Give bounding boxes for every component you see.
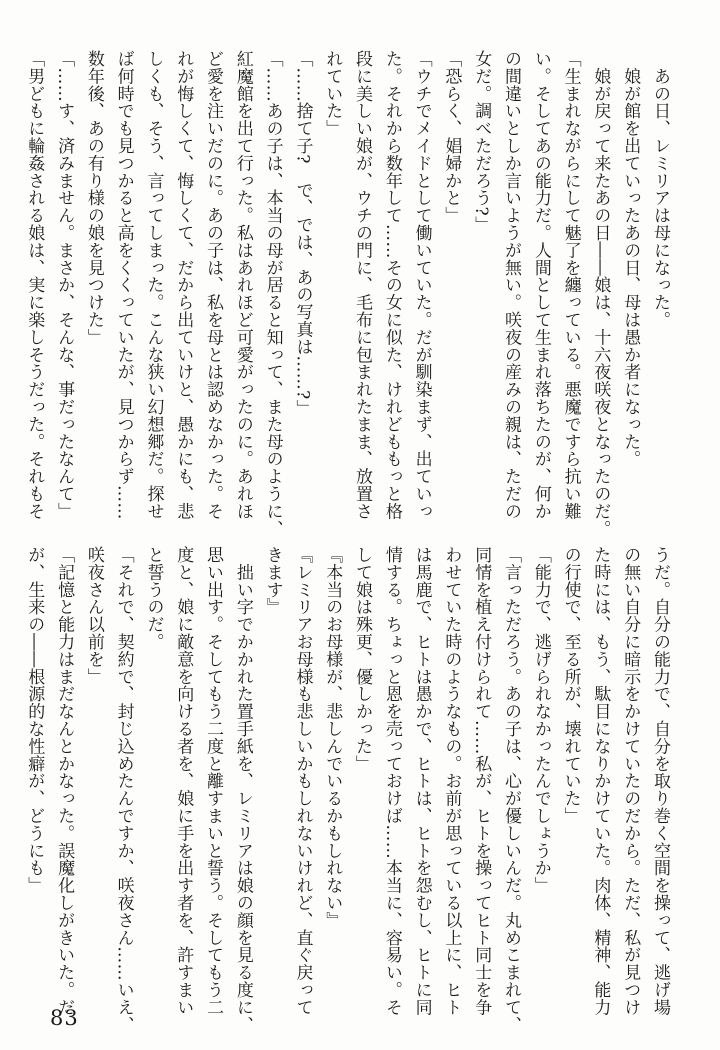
text-line: 「言っただろう。あの子は、心が優しいんだ。丸めこまれて、 bbox=[501, 546, 522, 1034]
text-line: 「ウチでメイドとして働いていた。だが馴染まず、出ていっ bbox=[411, 50, 432, 520]
text-line: の無い自分に暗示をかけていたのだから。ただ、私が見つけ bbox=[620, 546, 641, 1016]
page-number: 83 bbox=[50, 1006, 79, 1030]
text-line: い。そしてあの能力だ。人間として生まれ落ちたのが、何か bbox=[530, 50, 551, 520]
text-line: 咲夜さん以前を」 bbox=[83, 546, 104, 686]
text-line: た時には、もう、駄目になりかけていた。肉体、精神、能力 bbox=[590, 546, 611, 1016]
text-line: 女だ。調べただろう?」 bbox=[471, 50, 492, 234]
text-line: 数年後、あの有り様の娘を見つけた」 bbox=[83, 50, 104, 346]
top-text-block bbox=[16, 50, 674, 550]
text-line: 「男どもに輪姦される娘は、実に楽しそうだった。それもそ bbox=[24, 50, 45, 520]
text-line: して娘は殊更、優しかった」 bbox=[352, 546, 373, 773]
text-line: 『本当のお母様が、悲しんでいるかもしれない』 bbox=[322, 546, 343, 929]
text-line: 「能力で、逃げられなかったんでしょうか」 bbox=[530, 546, 551, 894]
text-line: 拙い字でかかれた置手紙を、レミリアは娘の顔を見る度に、 bbox=[232, 546, 253, 1034]
text-line: が、生来の――根源的な性癖が、どうにも」 bbox=[24, 546, 45, 894]
text-line: 「……捨て子? で、では、あの写真は……?」 bbox=[292, 50, 313, 418]
text-line: た。それから数年して……その女に似た、けれどももっと格 bbox=[381, 50, 402, 520]
text-line: 「生まれながらにして魅了を纏っている。悪魔ですら抗い難 bbox=[560, 50, 581, 520]
text-line: 「それで、契約で、封じ込めたんですか、咲夜さん……いえ、 bbox=[113, 546, 134, 1034]
text-line: 同情を植え付けられて……私が、ヒトを操ってヒト同士を争 bbox=[471, 546, 492, 1016]
text-line: ど愛を注いだのに。あの子は、私を母とは認めなかった。そ bbox=[203, 50, 224, 520]
text-line: れていた」 bbox=[322, 50, 343, 137]
text-line: と誓うのだ。 bbox=[143, 546, 164, 651]
text-line: うだ。自分の能力で、自分を取り巻く空間を操って、逃げ場 bbox=[650, 546, 670, 1016]
text-line: の間違いとしか言いようが無い。咲夜の産みの親は、ただの bbox=[501, 50, 522, 520]
text-line: きます』 bbox=[262, 546, 283, 616]
text-line: 情する。ちょっと恩を売っておけば……本当に、容易い。そ bbox=[381, 546, 402, 1016]
text-line: あの日、レミリアは母になった。 bbox=[650, 50, 670, 329]
text-line: 『レミリアお母様も悲しいかもしれないけれど、直ぐ戻って bbox=[292, 546, 313, 1016]
text-line: ば何時でも見つかると高をくくっていたが、見つからず…… bbox=[113, 50, 134, 520]
text-line: わせていた時のようなもの。お前が思っている以上に、ヒト bbox=[441, 546, 462, 1016]
text-line: 度と、娘に敵意を向ける者を、娘に手を出す者を、許すまい bbox=[173, 546, 194, 1016]
text-line: 「記憶と能力はまだなんとかなった。誤魔化しがきいた。だ bbox=[54, 546, 75, 1016]
text-line: 「……あの子は、本当の母が居ると知って、また母のように、 bbox=[262, 50, 283, 538]
text-line: れが悔しくて、悔しくて、だから出ていけと、愚かにも、悲 bbox=[173, 50, 194, 520]
text-line: 娘が戻って来たあの日――娘は、十六夜咲夜となったのだ。 bbox=[590, 50, 611, 538]
text-line: の行使で、至る所が、壊れていた」 bbox=[560, 546, 581, 825]
text-line: 娘が館を出ていったあの日、母は愚か者になった。 bbox=[620, 50, 641, 468]
text-line: しくも、そう、言ってしまった。こんな狭い幻想郷だ。探せ bbox=[143, 50, 164, 520]
text-line: 段に美しい娘が、ウチの門に、毛布に包まれたまま、放置さ bbox=[352, 50, 373, 520]
bottom-text-block bbox=[16, 546, 674, 1046]
text-line: は馬鹿で、ヒトは愚かで、ヒトは、ヒトを怨むし、ヒトに同 bbox=[411, 546, 432, 1016]
text-line: 「……す、済みません。まさか、そんな、事だったなんて」 bbox=[54, 50, 75, 520]
text-line: 思い出す。そしてもう二度と離すまいと誓う。そしてもう二 bbox=[203, 546, 224, 1016]
text-line: 「恐らく、娼婦かと」 bbox=[441, 50, 462, 224]
text-line: 紅魔館を出て行った。私はあれほど可愛がったのに。あれほ bbox=[232, 50, 253, 520]
